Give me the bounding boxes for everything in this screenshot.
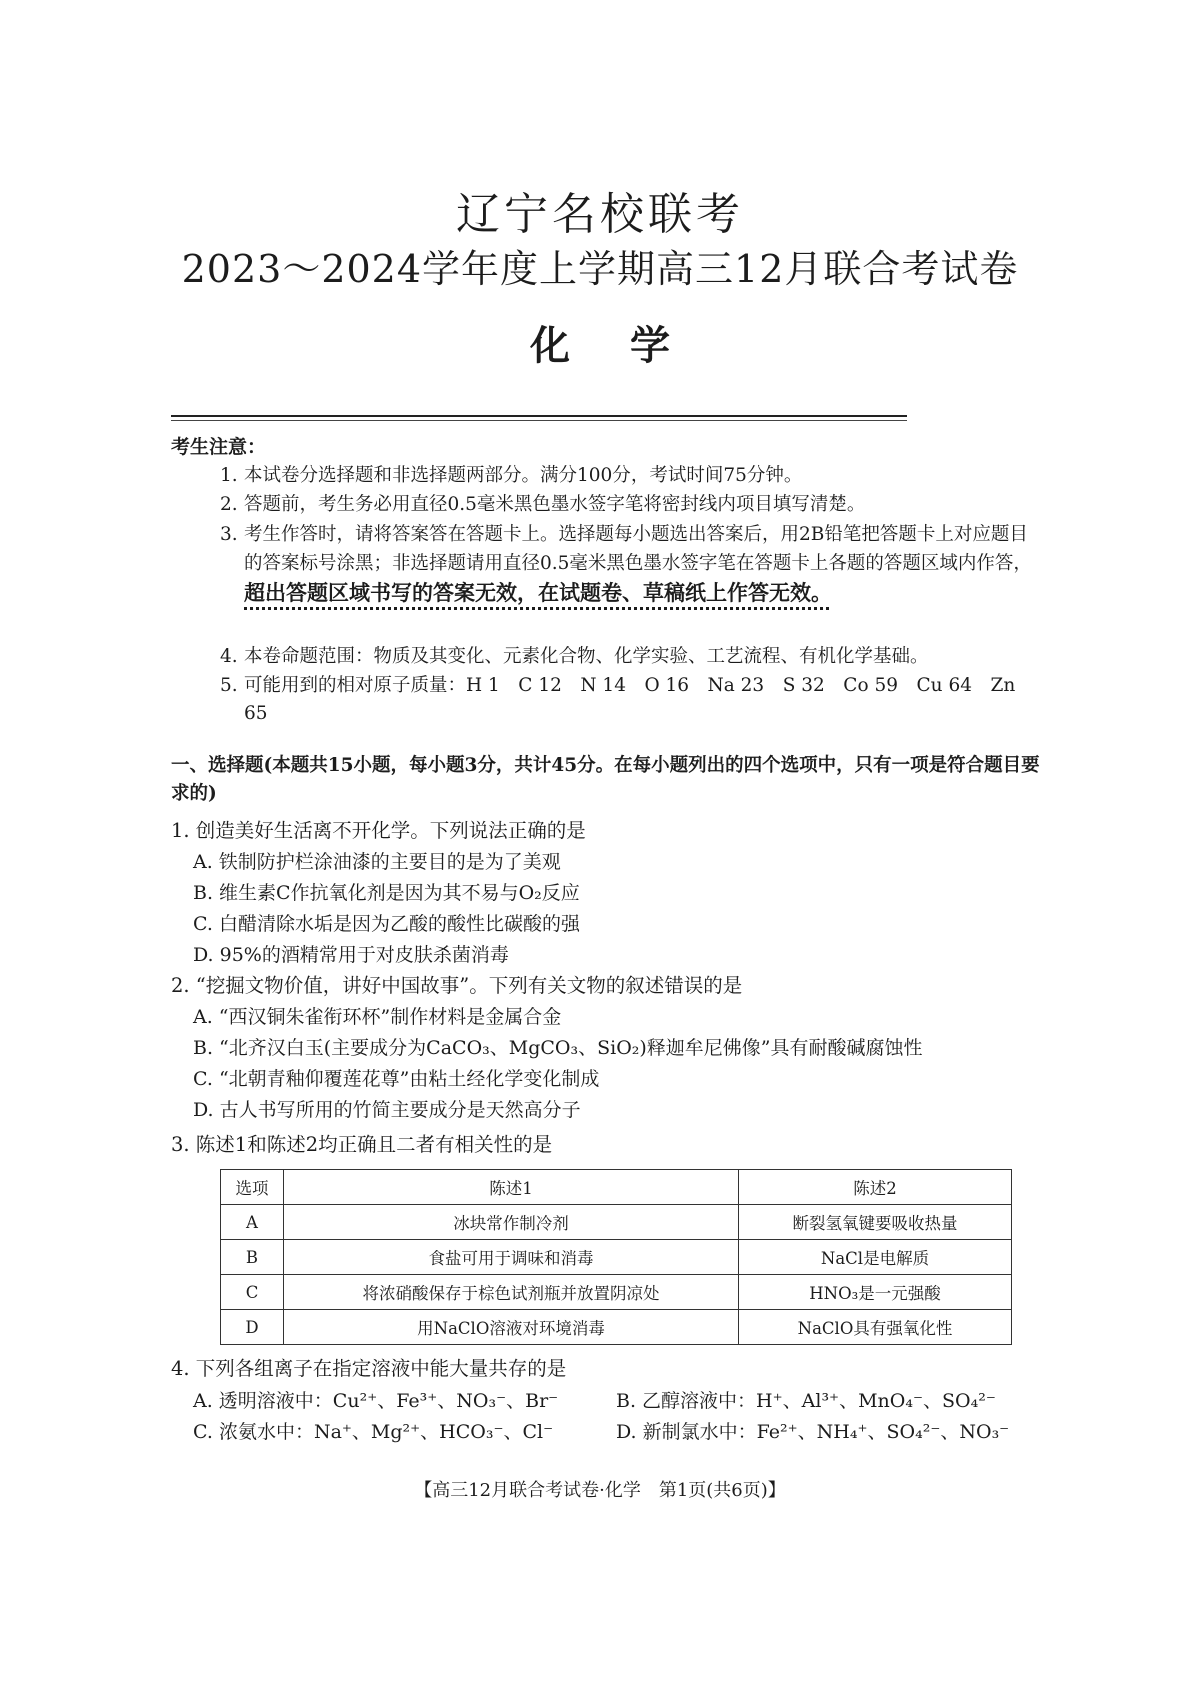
table-header-cell: 陈述2 [739, 1170, 1012, 1205]
table-row [221, 1205, 1012, 1240]
table-header-cell: 陈述1 [284, 1170, 739, 1205]
table-header-row [221, 1170, 1012, 1205]
table-cell: 将浓硝酸保存于棕色试剂瓶并放置阴凉处 [284, 1275, 739, 1310]
question-4-option-d: D. 新制氯水中：Fe²⁺、NH₄⁺、SO₄²⁻、NO₃⁻ [616, 1421, 1010, 1443]
question-1-option-b: B. 维生素C作抗氧化剂是因为其不易与O₂反应 [193, 882, 580, 904]
question-1-option-c: C. 白醋清除水垢是因为乙酸的酸性比碳酸的强 [193, 913, 580, 935]
question-3-stem: 3. 陈述1和陈述2均正确且二者有相关性的是 [171, 1133, 553, 1156]
note-text: 本卷命题范围：物质及其变化、元素化合物、化学实验、工艺流程、有机化学基础。 [244, 646, 929, 667]
note-item-2 [220, 491, 1040, 519]
note-text: 答题前，考生务必用直径0.5毫米黑色墨水签字笔将密封线内项目填写清楚。 [244, 494, 866, 515]
exam-title: 辽宁名校联考 [456, 189, 744, 240]
table-cell: HNO₃是一元强酸 [739, 1275, 1012, 1310]
divider-line-thin [171, 420, 907, 421]
note-text-wrapper [220, 520, 1040, 609]
table-row [221, 1310, 1012, 1345]
note-number: 1. [220, 465, 238, 486]
question-2-option-c: C. “北朝青釉仰覆莲花尊”由粘土经化学变化制成 [193, 1068, 600, 1090]
table-cell: 食盐可用于调味和消毒 [284, 1240, 739, 1275]
table-cell: 用NaClO溶液对环境消毒 [284, 1310, 739, 1345]
question-4-stem: 4. 下列各组离子在指定溶液中能大量共存的是 [171, 1357, 567, 1380]
table-cell: D [221, 1310, 284, 1345]
question-1-stem: 1. 创造美好生活离不开化学。下列说法正确的是 [171, 819, 586, 842]
note-text: 考生作答时，请将答案答在答题卡上。选择题每小题选出答案后，用2B铅笔把答题卡上对应题目的答案标号涂黑；非选择题请用直径0.5毫米黑色墨水签字笔在答题卡上各题的答题区域内作答， [244, 524, 1032, 574]
table-cell: C [221, 1275, 284, 1310]
question-2-stem: 2. “挖掘文物价值，讲好中国故事”。下列有关文物的叙述错误的是 [171, 974, 743, 997]
table-row [221, 1275, 1012, 1310]
note-text: 可能用到的相对原子质量：H 1 C 12 N 14 O 16 Na 23 S 32 Co 59 Cu 64 Zn 65 [244, 675, 1016, 724]
note-number: 4. [220, 646, 238, 667]
page-footer: 【高三12月联合考试卷·化学 第1页(共6页)】 [414, 1480, 786, 1501]
table-header-cell: 选项 [221, 1170, 284, 1205]
note-number: 3. [220, 524, 238, 545]
question-3-table [220, 1169, 1012, 1345]
question-2-option-a: A. “西汉铜朱雀衔环杯”制作材料是金属合金 [193, 1006, 562, 1028]
section-heading: 一、选择题(本题共15小题，每小题3分，共计45分。在每小题列出的四个选项中，只有一项是符合题目要求的) [171, 755, 1040, 804]
note-item-3 [220, 520, 1040, 609]
question-2-option-b: B. “北齐汉白玉(主要成分为CaCO₃、MgCO₃、SiO₂)释迦牟尼佛像”具有耐酸碱腐蚀性 [193, 1037, 923, 1059]
notes-heading: 考生注意： [171, 436, 267, 458]
note-number: 5. [220, 675, 238, 696]
table-cell: A [221, 1205, 284, 1240]
table-cell: NaCl是电解质 [739, 1240, 1012, 1275]
note-item-1 [220, 462, 1040, 490]
note-emphasis: 超出答题区域书写的答案无效，在试题卷、草稿纸上作答无效。 [244, 580, 832, 605]
question-1-option-d: D. 95%的酒精常用于对皮肤杀菌消毒 [193, 944, 509, 966]
question-4-option-b: B. 乙醇溶液中：H⁺、Al³⁺、MnO₄⁻、SO₄²⁻ [616, 1390, 996, 1412]
note-number: 2. [220, 494, 238, 515]
question-2-option-d: D. 古人书写所用的竹简主要成分是天然高分子 [193, 1099, 581, 1121]
table-cell: 断裂氢氧键要吸收热量 [739, 1205, 1012, 1240]
divider-line [171, 415, 907, 417]
table-cell: B [221, 1240, 284, 1275]
question-4-option-c: C. 浓氨水中：Na⁺、Mg²⁺、HCO₃⁻、Cl⁻ [193, 1421, 554, 1443]
note-text: 本试卷分选择题和非选择题两部分。满分100分，考试时间75分钟。 [244, 465, 803, 486]
table-cell: NaClO具有强氧化性 [739, 1310, 1012, 1345]
subject-title: 化学 [530, 322, 730, 369]
question-1-option-a: A. 铁制防护栏涂油漆的主要目的是为了美观 [193, 851, 561, 873]
note-item-4 [220, 643, 1040, 671]
exam-subtitle: 2023～2024学年度上学期高三12月联合考试卷 [181, 247, 1019, 291]
table-cell: 冰块常作制冷剂 [284, 1205, 739, 1240]
note-item-5 [220, 672, 1040, 728]
question-4-option-a: A. 透明溶液中：Cu²⁺、Fe³⁺、NO₃⁻、Br⁻ [193, 1390, 559, 1412]
table-row [221, 1240, 1012, 1275]
